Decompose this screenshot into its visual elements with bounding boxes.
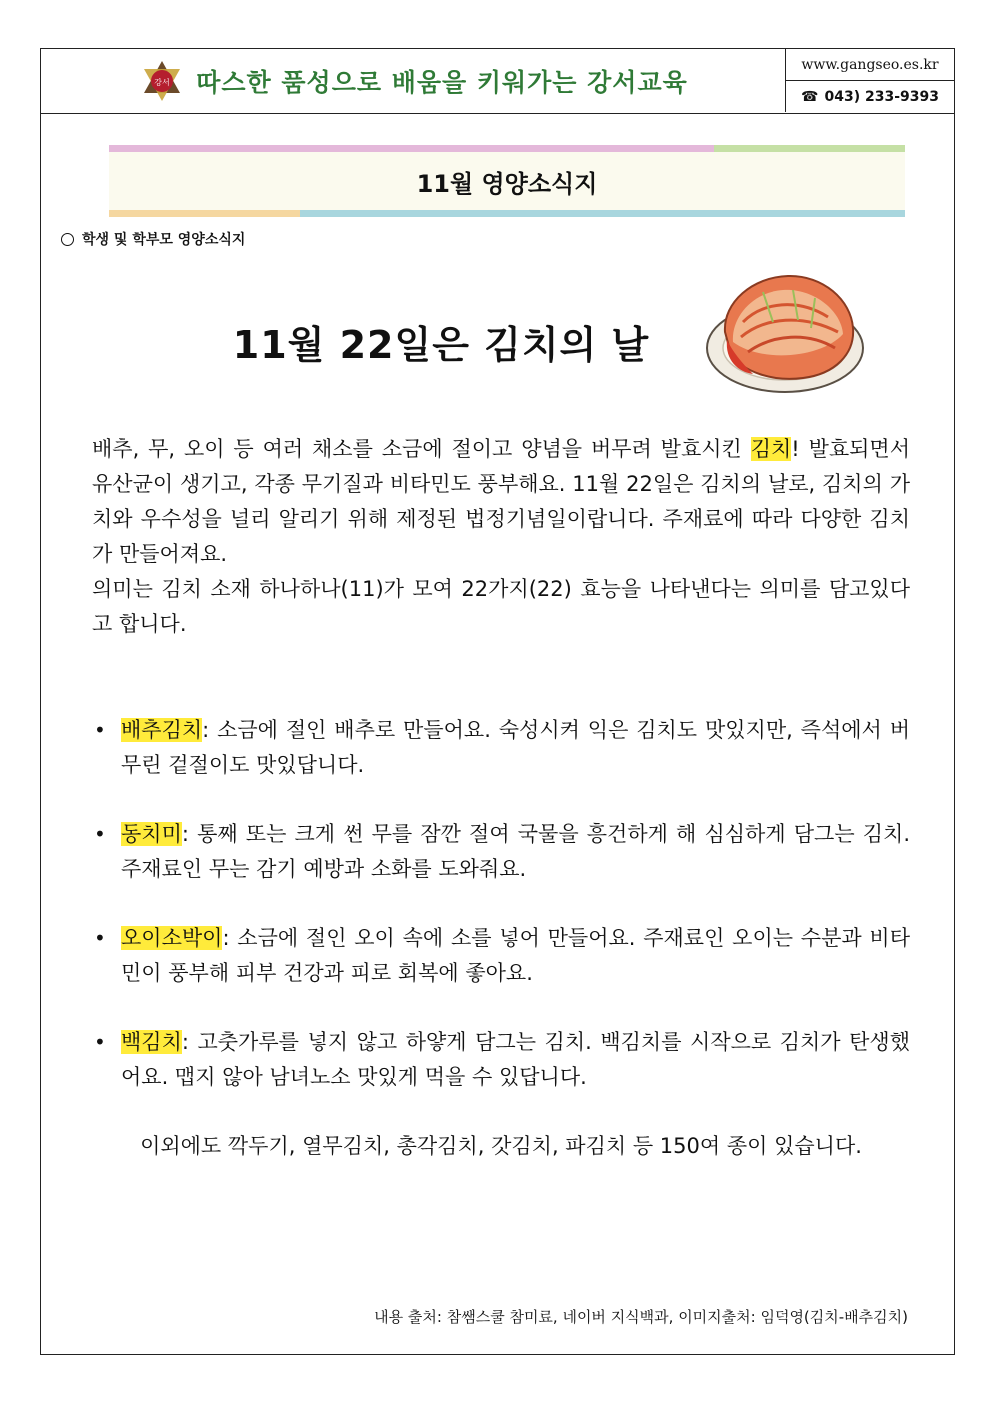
list-item [92,1025,910,1095]
band-bottom-stripe [109,210,905,217]
list-item [92,921,910,991]
intro-paragraph-2: 의미는 김치 소재 하나하나(11)가 모여 22가지(22) 효능을 나타낸다는 의미를 담고있다고 합니다. [92,577,910,636]
bullet-icon: • [94,926,106,950]
closing-text: 이외에도 깍두기, 열무김치, 총각김치, 갓김치, 파김치 등 150여 종이 있습니다. [140,1134,862,1158]
newsletter-title: 11월 영양소식지 [416,169,598,198]
kimchi-type-desc: : 소금에 절인 배추로 만들어요. 숙성시켜 익은 김치도 맛있지만, 즉석에서 버무린 겉절이도 맛있답니다. [121,718,910,777]
header [41,49,954,114]
kimchi-plate-icon [703,262,865,398]
kimchi-type-desc: : 소금에 절인 오이 속에 소를 넣어 만들어요. 주재료인 오이는 수분과 비타민이 풍부해 피부 건강과 피로 회복에 좋아요. [121,926,910,985]
intro-p1-end: ! 발효되면서 유산균이 생기고, 각종 무기질과 비타민도 풍부해요. 11월 22일은 김치의 날로, 김치의 가치와 우수성을 널리 알리기 위해 제정된 법정기념일이랍니다. 주재료에 따라 다양한 김치가 만들어져요. [92,437,911,566]
kimchi-type-desc: : 통째 또는 크게 썬 무를 잠깐 절여 국물을 흥건하게 해 심심하게 담그는 김치. 주재료인 무는 감기 예방과 소화를 도와줘요. [121,822,910,881]
source-credit: 내용 출처: 참쌤스쿨 참미료, 네이버 지식백과, 이미지출처: 임덕영(김치-배추김치) [374,1308,908,1326]
school-motto: 따스한 품성으로 배움을 키워가는 강서교육 [196,67,688,97]
bullet-icon: • [94,1030,106,1054]
kimchi-type-list [92,713,910,1129]
kimchi-type-name: 오이소박이 [121,926,223,950]
kimchi-type-name: 백김치 [121,1030,182,1054]
subhead-label: 학생 및 학부모 영양소식지 [82,232,246,248]
list-item [92,817,910,887]
circle-bullet-icon [61,233,74,246]
page-frame [40,48,955,1355]
bullet-icon: • [94,718,106,742]
kimchi-type-name: 동치미 [121,822,182,846]
headline: 11월 22일은 김치의 날 [232,323,650,367]
phone-row [786,81,954,112]
website-url[interactable]: www.gangseo.es.kr [786,49,954,81]
intro-paragraph-1 [92,432,910,572]
phone-number: 043) 233-9393 [824,88,939,105]
intro-p1-start: 배추, 무, 오이 등 여러 채소를 소금에 절이고 양념을 버무려 발효시킨 [92,437,751,461]
bullet-icon: • [94,822,106,846]
phone-icon: ☎ [801,88,819,105]
contact-box [785,49,954,112]
subhead [61,229,245,249]
motto-area [41,49,787,112]
list-item [92,713,910,783]
emblem-label: 강서 [154,77,170,87]
kimchi-highlight: 김치 [750,437,792,461]
intro-text [92,432,910,642]
kimchi-type-desc: : 고춧가루를 넣지 않고 하얗게 담그는 김치. 백김치를 시작으로 김치가 탄생했어요. 맵지 않아 남녀노소 맛있게 먹을 수 있답니다. [121,1030,910,1089]
title-band [109,145,905,217]
school-emblem-icon [140,59,184,103]
kimchi-type-name: 배추김치 [121,718,203,742]
band-top-stripe [109,145,905,152]
